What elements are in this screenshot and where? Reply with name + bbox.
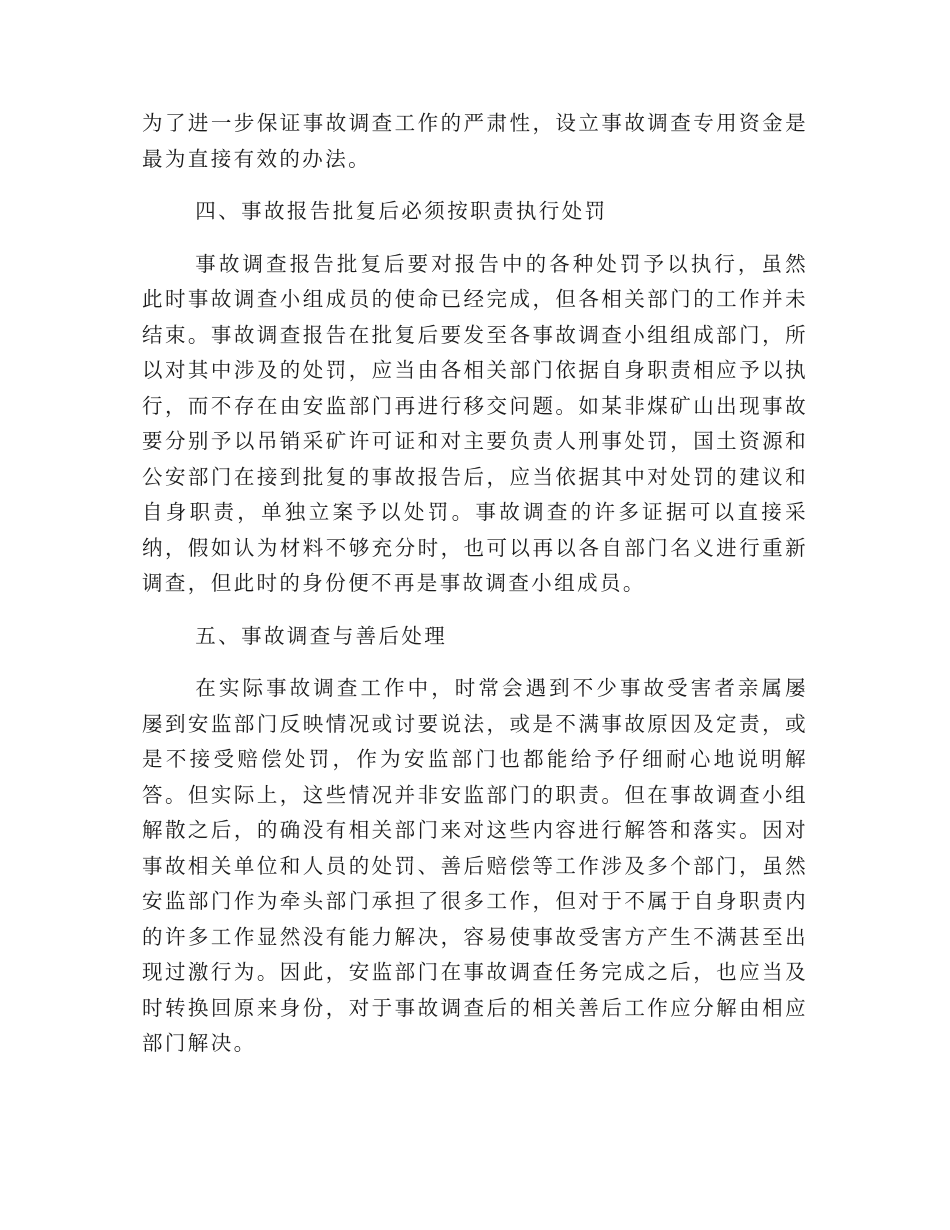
paragraph-gap: [142, 177, 808, 194]
document-body: [142, 106, 808, 1062]
section-heading-5: 五、事故调查与善后处理: [195, 623, 448, 648]
paragraph-gap: [142, 602, 808, 619]
paragraph-section-5-body: 在实际事故调查工作中，时常会遇到不少事故受害者亲属屡屡到安监部门反映情况或讨要说法，或是不满事故原因及定责，或是不接受赔偿处罚，作为安监部门也都能给予仔细耐心地说明解答。但实际上，这些情况并非安监部门的职责。但在事故调查小组解散之后，的确没有相关部门来对这些内容进行解答和落实。因对事故相关单位和人员的处罚、善后赔偿等工作涉及多个部门，虽然安监部门作为牵头部门承担了很多工作，但对于不属于自身职责内的许多工作显然没有能力解决，容易使事故受害方产生不满甚至出现过激行为。因此，安监部门在事故调查任务完成之后，也应当及时转换回原来身份，对于事故调查后的相关善后工作应分解由相应部门解决。: [142, 676, 808, 1055]
paragraph-continuation: 为了进一步保证事故调查工作的严肃性，设立事故调查专用资金是最为直接有效的办法。: [142, 111, 808, 171]
paragraph-section-4-body: 事故调查报告批复后要对报告中的各种处罚予以执行，虽然此时事故调查小组成员的使命已经完成，但各相关部门的工作并未结束。事故调查报告在批复后要发至各事故调查小组组成部门，所以对其中涉及的处罚，应当由各相关部门依据自身职责相应予以执行，而不存在由安监部门再进行移交问题。如某非煤矿山出现事故要分别予以吊销采矿许可证和对主要负责人刑事处罚，国土资源和公安部门在接到批复的事故报告后，应当依据其中对处罚的建议和自身职责，单独立案予以处罚。事故调查的许多证据可以直接采纳，假如认为材料不够充分时，也可以再以各自部门名义进行重新调查，但此时的身份便不再是事故调查小组成员。: [142, 251, 808, 595]
paragraph-gap: [142, 654, 808, 671]
section-heading-4: 四、事故报告批复后必须按职责执行处罚: [195, 199, 608, 223]
paragraph-gap: [142, 230, 808, 247]
